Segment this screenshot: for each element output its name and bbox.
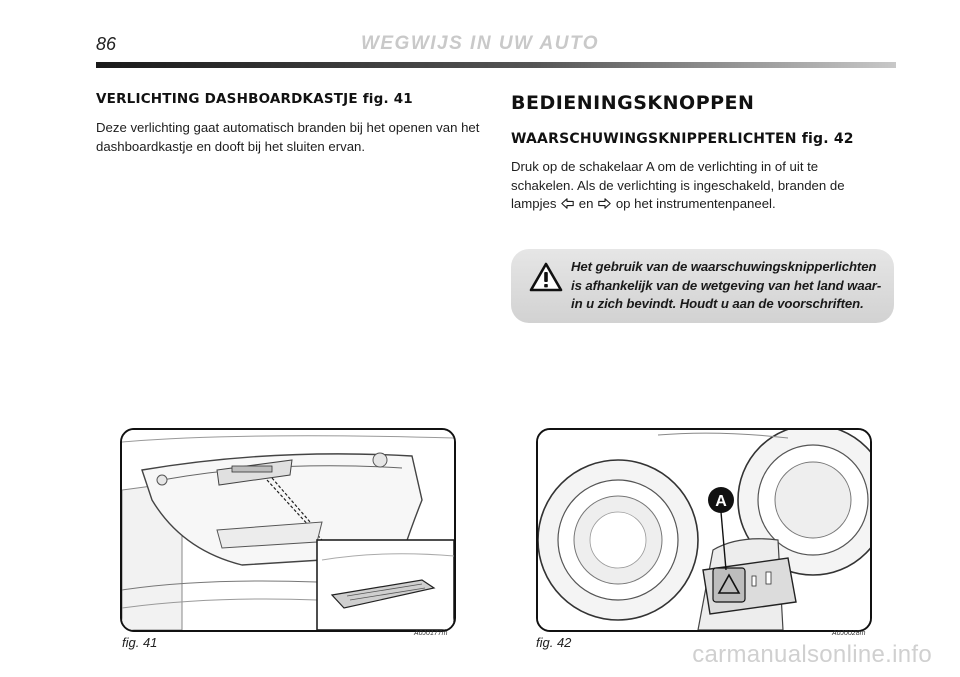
hazard-paragraph-text-2: op het instrumentenpaneel.: [615, 196, 776, 211]
left-turn-arrow-icon: [561, 198, 574, 209]
warning-note-text: Het gebruik van de waarschuwingsknipperlichten is afhankelijk van de wetgeving van het land waar-in u zich bevindt. Houdt u aan de voorschriften.: [571, 259, 882, 311]
fig-42-caption: fig. 42: [536, 635, 572, 650]
watermark-text: carmanualsonline.info: [692, 641, 932, 668]
hazard-switch-illustration: [538, 430, 870, 630]
fig-42-code: A0J0028m: [832, 630, 866, 637]
glovebox-light-heading: VERLICHTING DASHBOARDKASTJE fig. 41: [96, 91, 413, 107]
right-turn-arrow-icon: [598, 198, 611, 209]
controls-heading: BEDIENINGSKNOPPEN: [511, 92, 755, 114]
hazard-paragraph-text-1: Druk op de schakelaar A om de verlichting in of uit te schakelen. Als de verlichting is ingeschakeld, branden de lampjes: [511, 159, 845, 211]
figure-42-hazard-switch: [536, 428, 872, 632]
hazard-lights-heading: WAARSCHUWINGSKNIPPERLICHTEN fig. 42: [511, 131, 854, 147]
callout-a-label: A: [715, 493, 727, 510]
page-number: 86: [96, 34, 117, 54]
fig-41-code: A0J0177m: [414, 630, 448, 637]
warning-triangle-icon: [529, 262, 563, 292]
fig-41-caption: fig. 41: [122, 635, 158, 650]
glovebox-light-paragraph: Deze verlichting gaat automatisch branden bij het openen van het dashboardkastje en dooft bij het sluiten ervan.: [96, 120, 480, 154]
section-title: WEGWIJS IN UW AUTO: [360, 33, 600, 54]
header-rule: [96, 62, 896, 68]
figure-41-glovebox: [120, 428, 456, 632]
hazard-paragraph-and: en: [578, 196, 594, 211]
glovebox-illustration: [122, 430, 454, 630]
hazard-lights-paragraph: [511, 158, 881, 214]
